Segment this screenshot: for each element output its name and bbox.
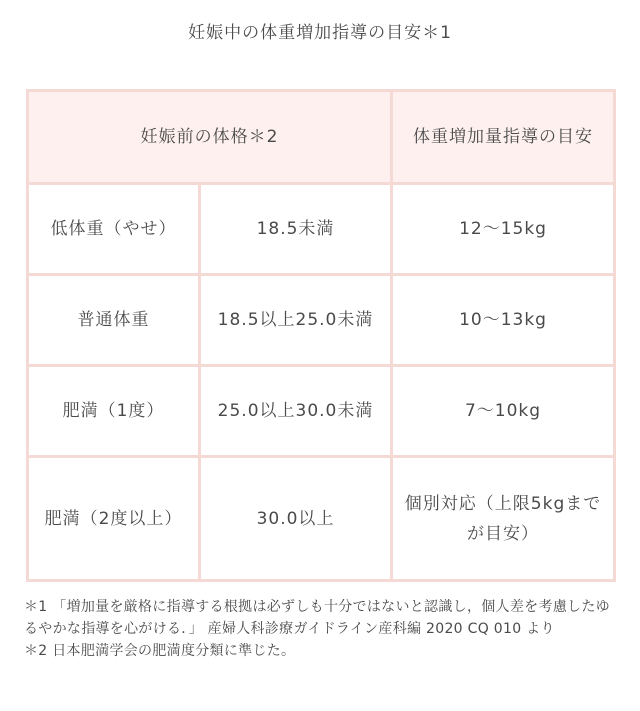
footnotes: [24, 596, 624, 662]
gain-cell: 10〜13kg: [392, 275, 615, 366]
page-title: 妊娠中の体重増加指導の目安＊1: [188, 23, 452, 43]
footnote-2: ＊2 日本肥満学会の肥満度分類に準じた。: [24, 643, 296, 659]
header-weight-gain-guide: 体重増加量指導の目安: [392, 91, 615, 184]
gain-cell: 7〜10kg: [392, 366, 615, 457]
weight-gain-table: [26, 89, 616, 582]
category-cell: 普通体重: [28, 275, 200, 366]
gain-cell: 12〜15kg: [392, 184, 615, 275]
bmi-cell: 18.5未満: [200, 184, 392, 275]
table-row: [28, 275, 615, 366]
bmi-cell: 30.0以上: [200, 457, 392, 581]
category-cell: 肥満（2度以上）: [28, 457, 200, 581]
header-pre-pregnancy-physique: 妊娠前の体格＊2: [28, 91, 392, 184]
table-row: [28, 184, 615, 275]
bmi-cell: 25.0以上30.0未満: [200, 366, 392, 457]
category-cell: 低体重（やせ）: [28, 184, 200, 275]
footnote-1: ＊1 「増加量を厳格に指導する根拠は必ずしも十分ではないと認識し，個人差を考慮したゆるやかな指導を心がける．」 産婦人科診療ガイドライン産科編 2020 CQ 010 より: [24, 599, 610, 637]
table-header-row: [28, 91, 615, 184]
gain-cell: 個別対応（上限5kgまでが目安）: [392, 457, 615, 581]
table-row: [28, 457, 615, 581]
table-row: [28, 366, 615, 457]
category-cell: 肥満（1度）: [28, 366, 200, 457]
bmi-cell: 18.5以上25.0未満: [200, 275, 392, 366]
